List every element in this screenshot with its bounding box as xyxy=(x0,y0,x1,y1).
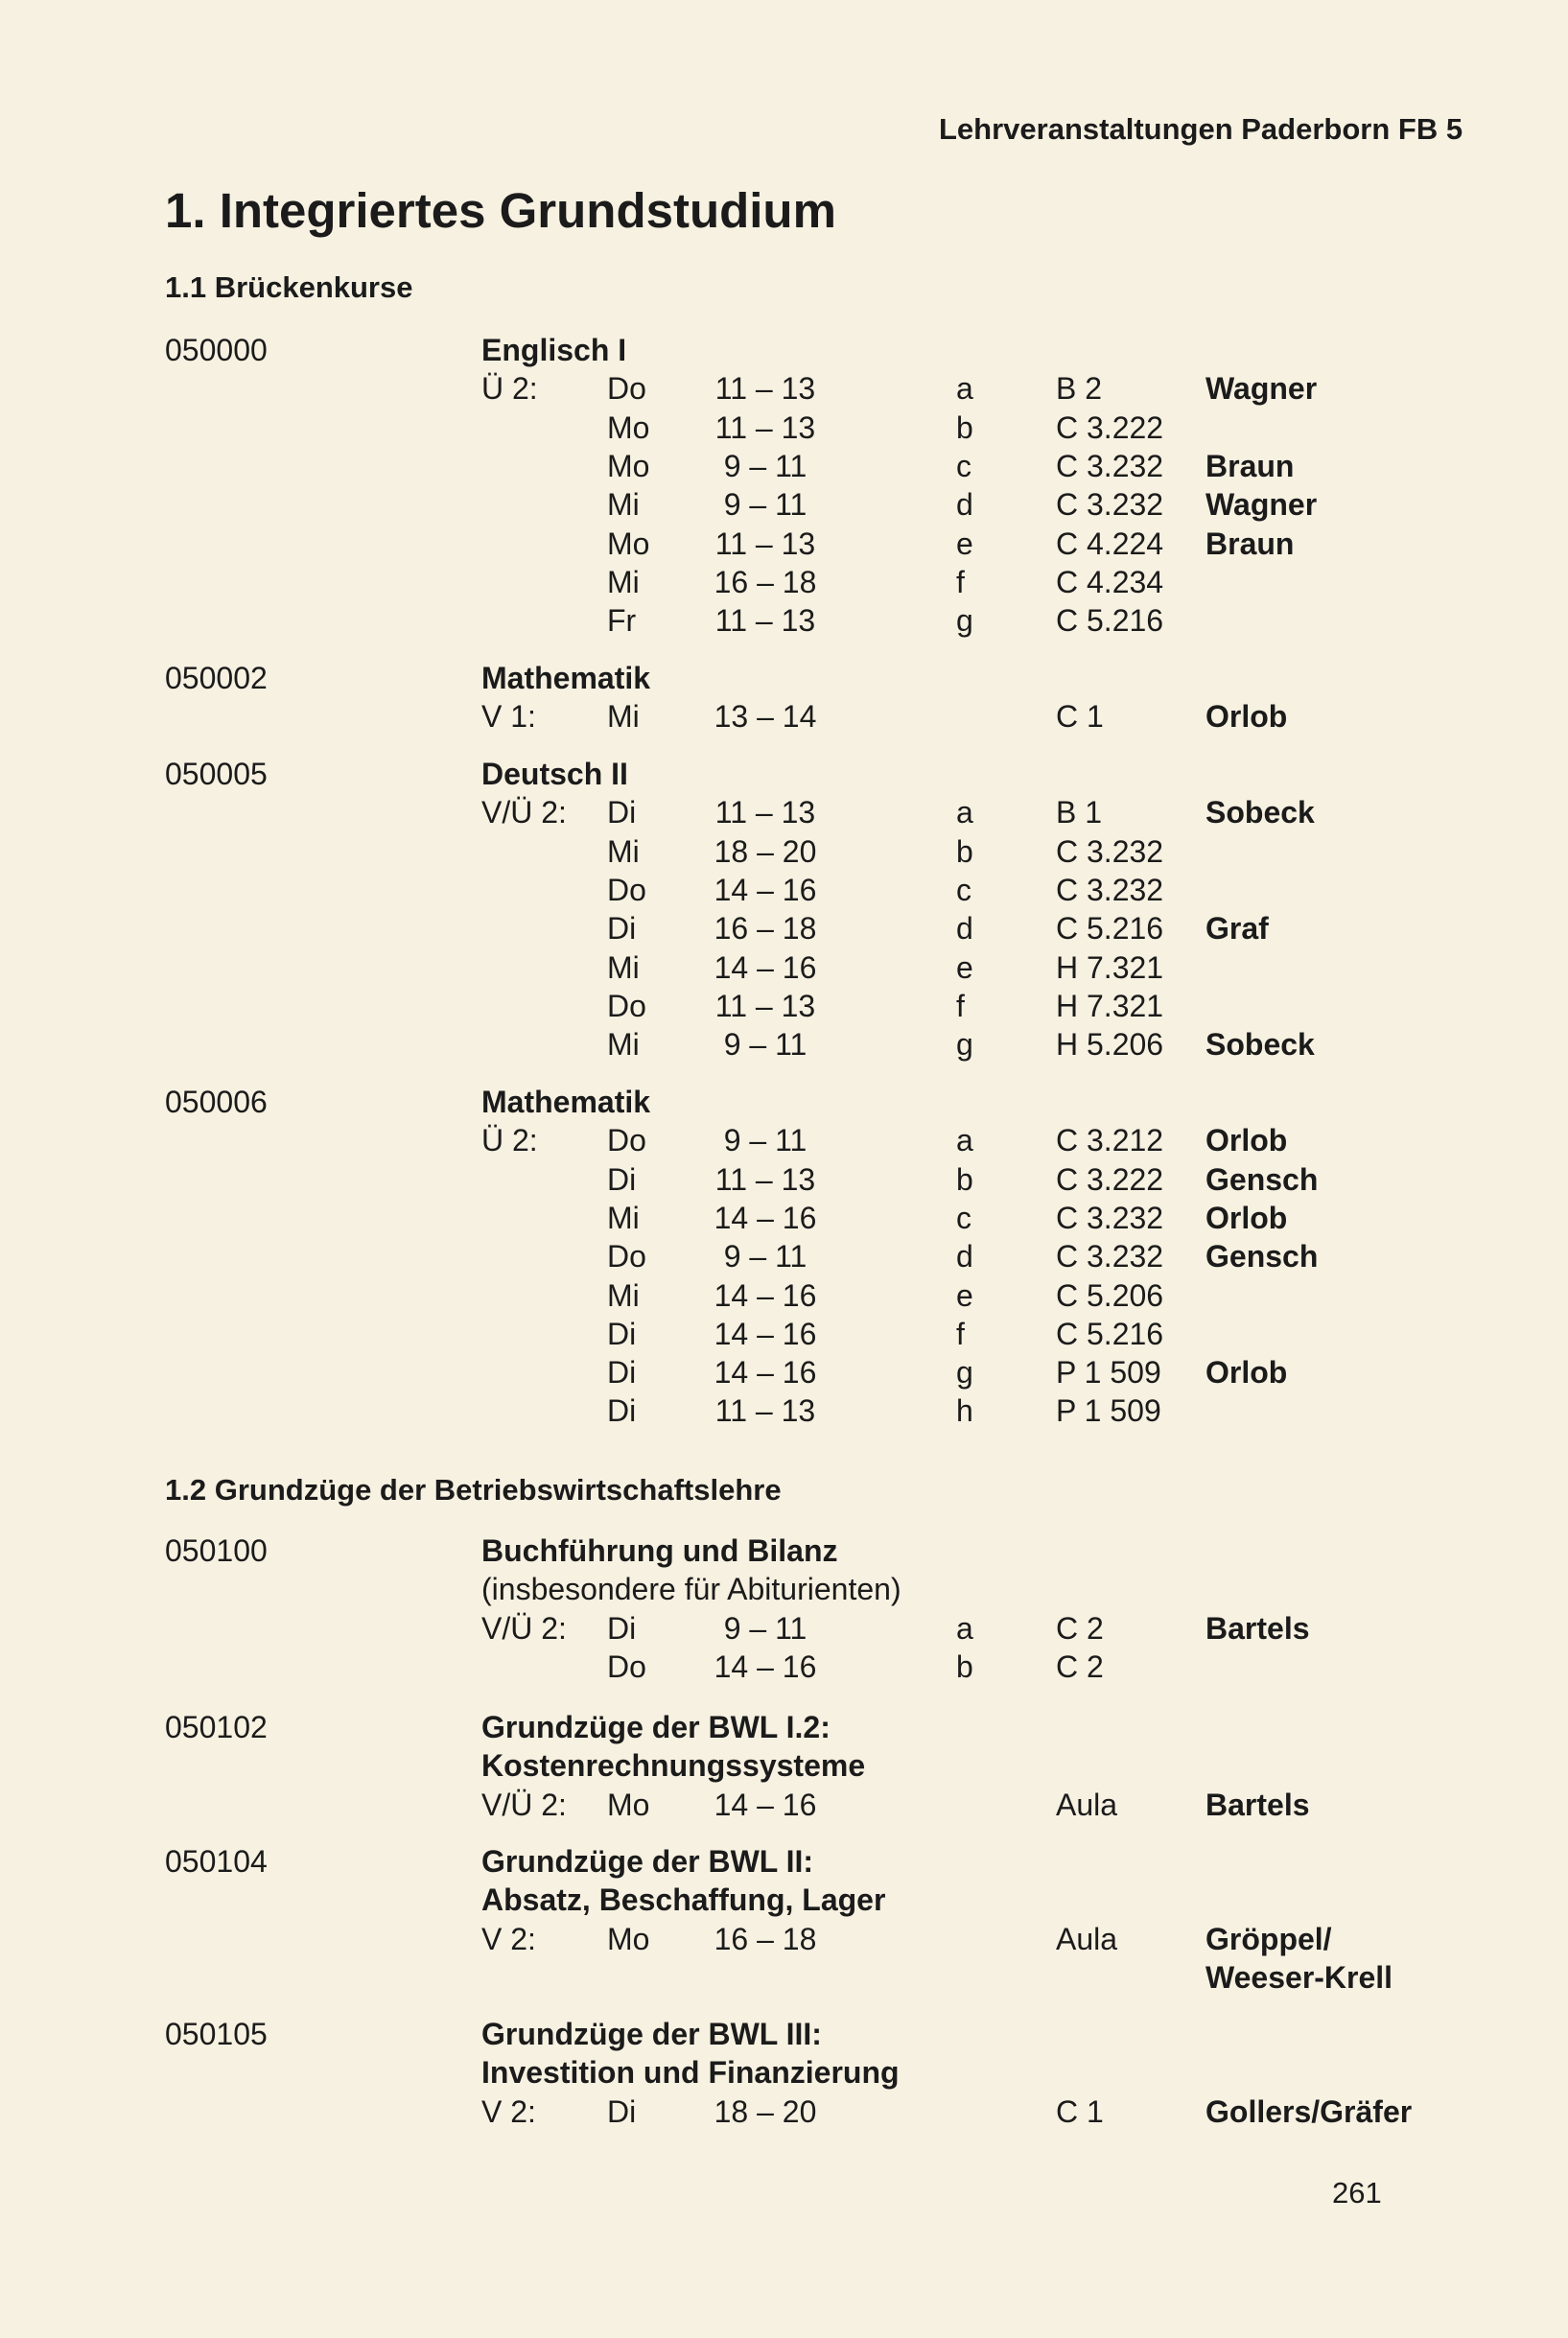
course-title: Investition und Finanzierung xyxy=(481,2055,900,2091)
session-time: 14 – 16 xyxy=(714,1355,817,1391)
session-room: C 2 xyxy=(1056,1610,1104,1646)
session-day: Fr xyxy=(607,603,637,639)
session-time: 9 – 11 xyxy=(723,1027,807,1063)
course-title: Buchführung und Bilanz xyxy=(481,1533,838,1568)
session-time: 11 – 13 xyxy=(714,1393,816,1429)
session-room: H 7.321 xyxy=(1056,988,1164,1023)
session-time: 11 – 13 xyxy=(714,795,816,830)
course-title: Grundzüge der BWL II: xyxy=(481,1844,814,1879)
session-type: Ü 2: xyxy=(481,371,538,407)
session-group: a xyxy=(956,1123,973,1158)
session-group: b xyxy=(956,409,973,445)
session-room: C 5.216 xyxy=(1056,911,1164,947)
session-lecturer: Gröppel/ xyxy=(1205,1921,1332,1956)
session-time: 11 – 13 xyxy=(714,409,816,445)
session-time: 9 – 11 xyxy=(723,1239,807,1274)
session-lecturer: Wagner xyxy=(1205,487,1318,523)
session-time: 14 – 16 xyxy=(714,1787,817,1822)
session-time: 11 – 13 xyxy=(714,371,816,407)
session-time: 9 – 11 xyxy=(723,1610,807,1646)
section-heading: 1.2 Grundzüge der Betriebswirtschaftslehre xyxy=(165,1473,782,1507)
session-type: V 1: xyxy=(481,699,536,735)
session-day: Mi xyxy=(607,487,640,523)
session-day: Do xyxy=(607,1123,646,1158)
session-lecturer: Orlob xyxy=(1205,1123,1288,1158)
session-group: b xyxy=(956,1648,973,1684)
session-day: Mi xyxy=(607,1200,640,1235)
session-room: B 2 xyxy=(1056,371,1103,407)
session-time: 13 – 14 xyxy=(714,699,817,735)
course-code: 050006 xyxy=(165,1085,268,1119)
session-time: 14 – 16 xyxy=(714,872,817,907)
session-time: 14 – 16 xyxy=(714,949,817,985)
session-lecturer: Braun xyxy=(1205,448,1295,483)
session-room: C 3.232 xyxy=(1056,1200,1164,1235)
session-room: C 3.232 xyxy=(1056,1239,1164,1274)
session-group: g xyxy=(956,1355,973,1391)
session-type: V 2: xyxy=(481,2093,536,2129)
session-room: P 1 509 xyxy=(1056,1355,1161,1391)
session-room: C 3.212 xyxy=(1056,1123,1164,1158)
session-group: d xyxy=(956,1239,973,1274)
course-code: 050002 xyxy=(165,661,268,695)
session-day: Mo xyxy=(607,1921,650,1956)
session-room: Aula xyxy=(1056,1921,1118,1956)
course-title: Grundzüge der BWL III: xyxy=(481,2017,822,2051)
session-lecturer: Sobeck xyxy=(1205,795,1315,830)
course-code: 050100 xyxy=(165,1533,268,1568)
session-time: 14 – 16 xyxy=(714,1200,817,1235)
course-code: 050005 xyxy=(165,757,268,791)
session-time: 18 – 20 xyxy=(714,2093,817,2129)
session-lecturer: Wagner xyxy=(1205,371,1318,407)
session-day: Di xyxy=(607,2093,637,2129)
session-group: d xyxy=(956,911,973,947)
session-lecturer: Gensch xyxy=(1205,1161,1319,1197)
session-group: b xyxy=(956,1161,973,1197)
session-day: Di xyxy=(607,1316,637,1351)
session-group: a xyxy=(956,371,973,407)
session-lecturer: Orlob xyxy=(1205,699,1288,735)
course-title: Grundzüge der BWL I.2: xyxy=(481,1710,831,1744)
session-group: f xyxy=(956,1316,965,1351)
session-group: f xyxy=(956,988,965,1023)
session-group: c xyxy=(956,448,971,483)
session-type: Ü 2: xyxy=(481,1123,538,1158)
session-day: Do xyxy=(607,1239,646,1274)
session-room: C 5.216 xyxy=(1056,603,1164,639)
session-type: V/Ü 2: xyxy=(481,1610,567,1646)
session-room: C 3.222 xyxy=(1056,1161,1164,1197)
session-day: Di xyxy=(607,1610,637,1646)
session-room: C 3.232 xyxy=(1056,487,1164,523)
session-room: C 3.232 xyxy=(1056,833,1164,869)
session-room: H 7.321 xyxy=(1056,949,1164,985)
page-number: 261 xyxy=(1332,2176,1382,2209)
session-time: 16 – 18 xyxy=(714,911,817,947)
session-day: Mi xyxy=(607,833,640,869)
session-lecturer: Orlob xyxy=(1205,1355,1288,1391)
session-lecturer: Braun xyxy=(1205,526,1295,561)
session-day: Mo xyxy=(607,526,650,561)
course-title: Mathematik xyxy=(481,1085,651,1119)
session-time: 14 – 16 xyxy=(714,1648,817,1684)
course-title: Absatz, Beschaffung, Lager xyxy=(481,1882,886,1918)
session-time: 14 – 16 xyxy=(714,1316,817,1351)
session-day: Do xyxy=(607,1648,646,1684)
course-title: Kostenrechnungssysteme xyxy=(481,1748,866,1784)
session-time: 11 – 13 xyxy=(714,988,816,1023)
session-group: a xyxy=(956,1610,973,1646)
session-time: 9 – 11 xyxy=(723,1123,807,1158)
course-title: Mathematik xyxy=(481,661,651,695)
session-room: C 3.222 xyxy=(1056,409,1164,445)
session-group: e xyxy=(956,949,973,985)
session-day: Di xyxy=(607,795,637,830)
session-day: Do xyxy=(607,872,646,907)
session-day: Mi xyxy=(607,699,640,735)
course-code: 050000 xyxy=(165,333,268,367)
session-day: Mi xyxy=(607,564,640,599)
session-lecturer: Gensch xyxy=(1205,1239,1319,1274)
session-time: 14 – 16 xyxy=(714,1277,817,1313)
session-room: C 1 xyxy=(1056,699,1104,735)
session-room: C 5.216 xyxy=(1056,1316,1164,1351)
session-lecturer: Orlob xyxy=(1205,1200,1288,1235)
session-room: B 1 xyxy=(1056,795,1103,830)
course-code: 050104 xyxy=(165,1844,268,1879)
session-day: Do xyxy=(607,371,646,407)
session-group: c xyxy=(956,872,971,907)
session-time: 9 – 11 xyxy=(723,448,807,483)
session-room: C 4.224 xyxy=(1056,526,1164,561)
session-day: Mo xyxy=(607,1787,650,1822)
session-time: 16 – 18 xyxy=(714,1921,817,1956)
session-type: V/Ü 2: xyxy=(481,795,567,830)
session-time: 16 – 18 xyxy=(714,564,817,599)
session-time: 11 – 13 xyxy=(714,1161,816,1197)
session-day: Mo xyxy=(607,409,650,445)
session-day: Mi xyxy=(607,1027,640,1063)
session-day: Di xyxy=(607,1355,637,1391)
session-group: e xyxy=(956,526,973,561)
session-day: Mo xyxy=(607,448,650,483)
session-group: h xyxy=(956,1393,973,1429)
course-title: Englisch I xyxy=(481,333,627,367)
session-group: c xyxy=(956,1200,971,1235)
session-lecturer: Graf xyxy=(1205,911,1269,947)
course-code: 050105 xyxy=(165,2017,268,2051)
session-day: Mi xyxy=(607,949,640,985)
session-type: V 2: xyxy=(481,1921,536,1956)
course-code: 050102 xyxy=(165,1710,268,1744)
course-subtitle: (insbesondere für Abiturienten) xyxy=(481,1572,901,1607)
session-room: C 3.232 xyxy=(1056,872,1164,907)
session-room: P 1 509 xyxy=(1056,1393,1161,1429)
session-day: Di xyxy=(607,1161,637,1197)
session-day: Di xyxy=(607,1393,637,1429)
session-group: g xyxy=(956,603,973,639)
course-title: Deutsch II xyxy=(481,757,628,791)
session-lecturer: Bartels xyxy=(1205,1610,1310,1646)
session-group: b xyxy=(956,833,973,869)
session-room: C 4.234 xyxy=(1056,564,1164,599)
session-group: d xyxy=(956,487,973,523)
session-lecturer: Bartels xyxy=(1205,1787,1310,1822)
page-header: Lehrveranstaltungen Paderborn FB 5 xyxy=(939,112,1463,146)
session-time: 18 – 20 xyxy=(714,833,817,869)
session-lecturer: Sobeck xyxy=(1205,1027,1315,1063)
session-room: C 3.232 xyxy=(1056,448,1164,483)
session-day: Do xyxy=(607,988,646,1023)
session-time: 9 – 11 xyxy=(723,487,807,523)
session-day: Mi xyxy=(607,1277,640,1313)
chapter-title: 1. Integriertes Grundstudium xyxy=(165,183,836,238)
session-lecturer: Weeser-Krell xyxy=(1205,1959,1393,1995)
session-group: g xyxy=(956,1027,973,1063)
session-type: V/Ü 2: xyxy=(481,1787,567,1822)
session-room: C 2 xyxy=(1056,1648,1104,1684)
session-room: Aula xyxy=(1056,1787,1118,1822)
session-group: a xyxy=(956,795,973,830)
session-room: C 1 xyxy=(1056,2093,1104,2129)
session-day: Di xyxy=(607,911,637,947)
session-room: H 5.206 xyxy=(1056,1027,1164,1063)
session-time: 11 – 13 xyxy=(714,603,816,639)
session-time: 11 – 13 xyxy=(714,526,816,561)
session-room: C 5.206 xyxy=(1056,1277,1164,1313)
session-group: e xyxy=(956,1277,973,1313)
section-heading: 1.1 Brückenkurse xyxy=(165,270,413,304)
session-lecturer: Gollers/Gräfer xyxy=(1205,2093,1413,2129)
session-group: f xyxy=(956,564,965,599)
